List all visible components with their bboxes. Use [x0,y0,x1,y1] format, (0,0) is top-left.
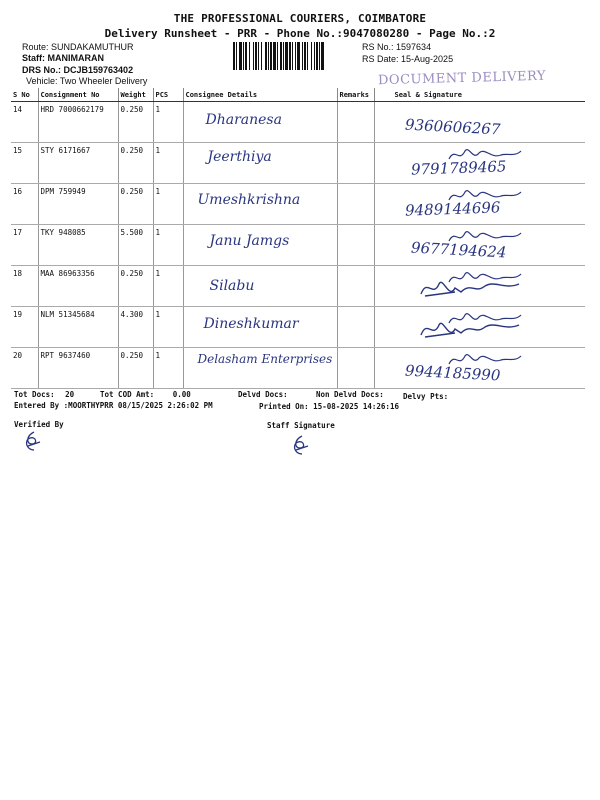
verified-by-label: Verified By [14,420,64,429]
cell-consignment: STY 6171667 [38,143,118,184]
table-row [11,307,585,348]
document-delivery-stamp: DOCUMENT DELIVERY [377,68,547,89]
cell-remarks [337,143,374,184]
cell-sno: 20 [11,348,38,389]
cell-weight: 5.500 [118,225,153,266]
cell-remarks [337,307,374,348]
drs-value: DCJB159763402 [63,65,134,75]
signature-scribble [415,274,525,302]
drs-line [22,65,133,75]
handwritten-phone-number: 9360606267 [404,115,501,139]
col-header-consignment: Consignment No [38,88,118,102]
cell-weight: 0.250 [118,266,153,307]
rs-no-label: RS No.: [362,42,394,52]
staff-label: Staff: [22,53,45,63]
tot-docs-label: Tot Docs: [14,390,55,399]
cell-pcs: 1 [153,266,183,307]
handwritten-consignee-name: Janu Jamgs [209,233,290,249]
cell-remarks [337,225,374,266]
table-header-row [11,88,585,102]
verified-by-signature [22,430,46,454]
runsheet-table [11,88,585,389]
cell-sno: 19 [11,307,38,348]
cell-weight: 4.300 [118,307,153,348]
cell-consignee [183,266,337,307]
table-row [11,225,585,266]
handwritten-phone-number: 9677194624 [410,238,507,262]
route-label: Route: [22,42,49,52]
cell-consignee [183,184,337,225]
cell-weight: 0.250 [118,348,153,389]
handwritten-consignee-name: Silabu [209,278,255,294]
handwritten-consignee-name: Dineshkumar [203,316,299,332]
rs-date-value: 15-Aug-2025 [401,54,454,64]
col-header-seal-signature: Seal & Signature [374,88,585,102]
vehicle-line [26,76,147,86]
cell-remarks [337,184,374,225]
route-line [22,42,134,52]
staff-signature-label: Staff Signature [267,421,335,430]
cell-consignment: TKY 948085 [38,225,118,266]
col-header-consignee: Consignee Details [183,88,337,102]
table-row [11,102,585,143]
staff-signature-mark [290,434,314,458]
cell-pcs: 1 [153,102,183,143]
cell-pcs: 1 [153,184,183,225]
table-row [11,348,585,389]
route-value: SUNDAKAMUTHUR [51,42,134,52]
handwritten-consignee-name: Delasham Enterprises [197,352,333,366]
col-header-sno: S No [11,88,38,102]
cell-seal-signature [374,307,585,348]
cell-consignee [183,102,337,143]
cell-remarks [337,266,374,307]
delvy-pts: Delvy Pts: [403,392,449,401]
cell-remarks [337,102,374,143]
cell-pcs: 1 [153,225,183,266]
staff-value: MANIMARAN [47,53,105,63]
cell-weight: 0.250 [118,143,153,184]
cell-seal-signature [374,266,585,307]
cell-consignee [183,225,337,266]
entered-by: Entered By :MOORTHYPRR 08/15/2025 2:26:02 PM [14,401,213,410]
rs-no-line [362,42,431,52]
tot-cod-label: Tot COD Amt: [100,390,155,399]
col-header-pcs: PCS [153,88,183,102]
vehicle-value: Two Wheeler Delivery [59,76,148,86]
cell-seal-signature [374,184,585,225]
rs-date-line [362,54,453,64]
cell-pcs: 1 [153,348,183,389]
company-title: THE PROFESSIONAL COURIERS, COIMBATORE [173,12,427,25]
delvd-docs: Delvd Docs: [238,390,288,399]
handwritten-phone-number: 9944185990 [404,361,501,385]
cell-sno: 16 [11,184,38,225]
vehicle-label: Vehicle: [26,76,58,86]
col-header-weight: Weight [118,88,153,102]
table-row [11,143,585,184]
col-header-remarks: Remarks [337,88,374,102]
handwritten-consignee-name: Umeshkrishna [197,192,301,208]
barcode [233,42,351,70]
cell-consignment: HRD 7000662179 [38,102,118,143]
cell-consignment: DPM 759949 [38,184,118,225]
cell-remarks [337,348,374,389]
cell-sno: 14 [11,102,38,143]
cell-consignment: RPT 9637460 [38,348,118,389]
cell-sno: 15 [11,143,38,184]
cell-seal-signature [374,225,585,266]
cell-sno: 17 [11,225,38,266]
cell-consignment: MAA 86963356 [38,266,118,307]
printed-on: Printed On: 15-08-2025 14:26:16 [259,402,399,411]
signature-scribble [415,315,525,343]
drs-label: DRS No.: [22,65,61,75]
handwritten-phone-number: 9489144696 [404,198,501,220]
cell-weight: 0.250 [118,184,153,225]
cell-consignee [183,307,337,348]
handwritten-consignee-name: Dharanesa [205,112,282,128]
tot-cod-value: 0.00 [172,390,191,399]
table-row [11,184,585,225]
rs-no-value: 1597634 [396,42,432,52]
cell-consignment: NLM 51345684 [38,307,118,348]
tot-cod [100,390,191,399]
cell-seal-signature [374,143,585,184]
runsheet-subtitle: Delivery Runsheet - PRR - Phone No.:9047080280 - Page No.:2 [104,27,496,40]
cell-pcs: 1 [153,307,183,348]
cell-weight: 0.250 [118,102,153,143]
cell-consignee [183,143,337,184]
cell-pcs: 1 [153,143,183,184]
handwritten-phone-number: 9791789465 [410,157,507,179]
tot-docs [14,390,74,399]
table-row [11,266,585,307]
non-delvd-docs: Non Delvd Docs: [316,390,384,399]
cell-sno: 18 [11,266,38,307]
cell-seal-signature [374,348,585,389]
staff-line [22,53,104,63]
rs-date-label: RS Date: [362,54,399,64]
tot-docs-value: 20 [65,390,75,399]
handwritten-consignee-name: Jeerthiya [207,149,272,165]
cell-seal-signature [374,102,585,143]
cell-consignee [183,348,337,389]
